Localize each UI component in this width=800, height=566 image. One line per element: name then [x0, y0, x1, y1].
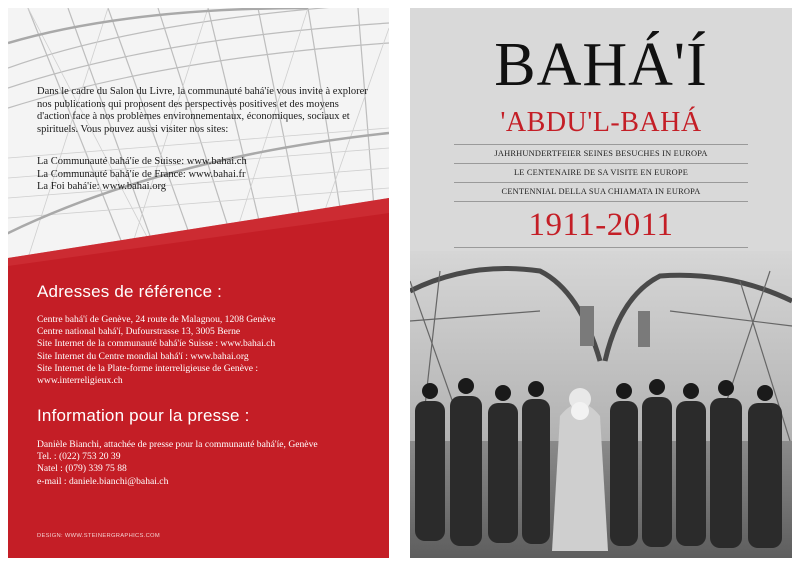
caption-french: LE CENTENAIRE DE SA VISITE EN EUROPE: [513, 168, 689, 177]
website-interreligieux-label: Site Internet de la Plate-forme interreligieuse de Genève :: [37, 362, 259, 374]
press-contact-name: Danièle Bianchi, attachée de presse pour la communauté bahá'íe, Genève: [37, 439, 318, 450]
address-berne: Centre national bahá'í, Dufourstrasse 13, 3005 Berne: [37, 326, 241, 338]
link-france[interactable]: La Communauté bahá'íe de France: www.bahai.fr: [37, 168, 246, 180]
press-mobile: Natel : (079) 339 75 88: [37, 463, 127, 475]
press-heading: Information pour la presse :: [37, 406, 250, 425]
link-suisse[interactable]: La Communauté bahá'íe de Suisse: www.bahai.ch: [37, 156, 247, 167]
left-page: [8, 8, 389, 558]
caption-german: JAHRHUNDERTFEIER SEINES BESUCHES IN EUROPA: [494, 149, 708, 158]
right-page: [410, 8, 792, 558]
subtitle: 'ABDU'L-BAHÁ: [500, 107, 702, 138]
design-credit[interactable]: DESIGN: WWW.STEINERGRAPHICS.COM: [37, 533, 160, 539]
link-bahai-org[interactable]: La Foi bahá'íe: www.bahai.org: [37, 181, 167, 193]
years-label: 1911-2011: [528, 207, 674, 243]
addresses-heading: Adresses de référence :: [37, 282, 223, 301]
address-geneve: Centre bahá'í de Genève, 24 route de Malagnou, 1208 Genève: [37, 314, 276, 325]
historical-group-photo: [410, 251, 792, 558]
addresses-list: [37, 314, 382, 387]
divider-rule: [454, 247, 748, 248]
press-phone: Tel. : (022) 753 20 39: [37, 451, 121, 463]
divider-rule: [454, 201, 748, 202]
intro-paragraph: Dans le cadre du Salon du Livre, la communauté bahá'íe vous invite à explorer nos publications qui proposent des perspectives positives et des moyens d'action face à nos problèmes environnementaux, économiques, sociaux et spirituels. Vous pouvez aussi visiter nos sites:: [37, 86, 368, 135]
main-title: BAHÁ'Í: [494, 31, 708, 99]
caption-italian: CENTENNIAL DELLA SUA CHIAMATA IN EUROPA: [501, 187, 701, 196]
website-suisse[interactable]: Site Internet de la communauté bahá'íe Suisse : www.bahai.ch: [37, 338, 276, 350]
press-email[interactable]: e-mail : daniele.bianchi@bahai.ch: [37, 475, 169, 487]
website-centre-mondial[interactable]: Site Internet du Centre mondial bahá'í : www.bahai.org: [37, 350, 249, 362]
divider-rule: [454, 182, 748, 183]
website-links-list: [37, 156, 367, 194]
website-interreligieux-url[interactable]: www.interreligieux.ch: [37, 375, 123, 387]
divider-rule: [454, 163, 748, 164]
press-contact-list: [37, 439, 382, 488]
divider-rule: [454, 144, 748, 145]
